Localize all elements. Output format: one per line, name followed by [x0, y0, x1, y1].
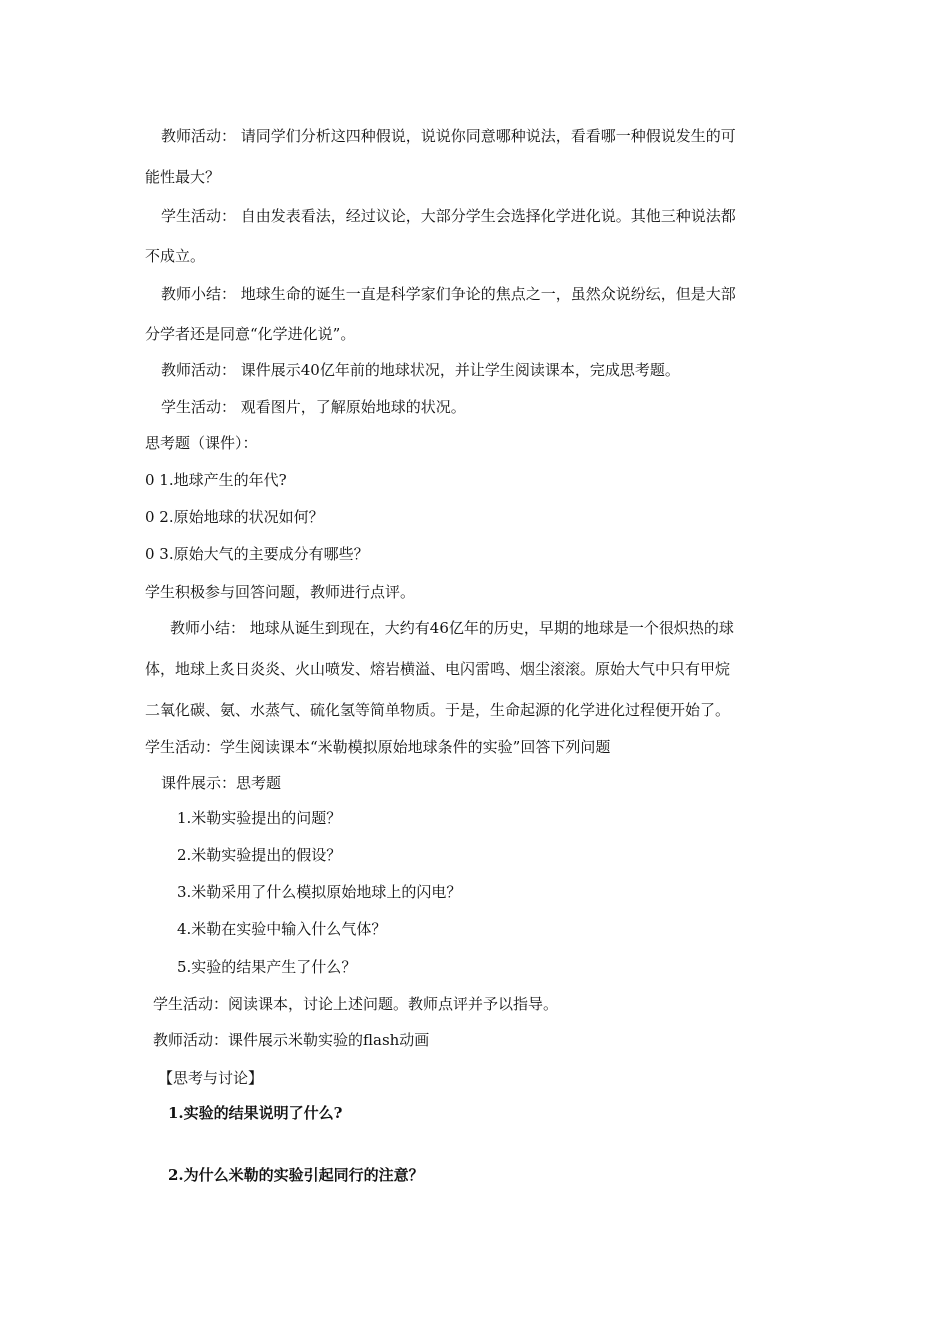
paragraph-courseware-show: 课件展示：思考题	[161, 774, 282, 792]
paragraph-student-participation: 学生积极参与回答问题，教师进行点评。	[145, 583, 416, 601]
miller-question-5: 5.实验的结果产生了什么？	[177, 958, 357, 976]
miller-question-3: 3.米勒采用了什么模拟原始地球上的闪电？	[177, 883, 462, 901]
miller-question-1: 1.米勒实验提出的问题？	[177, 809, 342, 827]
paragraph-student-activity-4: 学生活动：阅读课本，讨论上述问题。教师点评并予以指导。	[153, 995, 559, 1013]
paragraph-question-heading: 思考题（课件）：	[145, 434, 258, 452]
paragraph-teacher-activity-2: 教师活动： 课件展示40亿年前的地球状况，并让学生阅读课本，完成思考题。	[161, 361, 680, 379]
paragraph-teacher-summary-1-cont: 分学者还是同意“化学进化说”。	[145, 325, 356, 343]
discussion-heading: 【思考与讨论】	[158, 1069, 264, 1087]
question-item-3: 0 3.原始大气的主要成分有哪些？	[145, 545, 369, 563]
paragraph-student-activity-3: 学生活动：学生阅读课本“米勒模拟原始地球条件的实验”回答下列问题	[145, 738, 611, 756]
paragraph-student-activity-1: 学生活动： 自由发表看法，经过议论，大部分学生会选择化学进化说。其他三种说法都	[161, 207, 736, 225]
question-item-2: 0 2.原始地球的状况如何？	[145, 508, 324, 526]
paragraph-student-activity-1-cont: 不成立。	[145, 247, 206, 265]
question-item-1: 0 1.地球产生的年代?	[145, 471, 287, 489]
paragraph-teacher-activity-1: 教师活动： 请同学们分析这四种假说，说说你同意哪种说法，看看哪一种假说发生的可	[161, 127, 736, 145]
paragraph-teacher-summary-2-cont-1: 体，地球上炙日炎炎、火山喷发、熔岩横溢、电闪雷鸣、烟尘滚滚。原始大气中只有甲烷	[145, 660, 731, 678]
miller-question-2: 2.米勒实验提出的假设？	[177, 846, 342, 864]
discussion-question-1: 1.实验的结果说明了什么?	[168, 1104, 343, 1122]
miller-question-4: 4.米勒在实验中输入什么气体？	[177, 920, 387, 938]
discussion-question-2: 2.为什么米勒的实验引起同行的注意？	[168, 1166, 424, 1184]
paragraph-teacher-summary-2-cont-2: 二氧化碳、氨、水蒸气、硫化氢等简单物质。于是，生命起源的化学进化过程便开始了。	[145, 701, 731, 719]
paragraph-student-activity-2: 学生活动： 观看图片，了解原始地球的状况。	[161, 398, 466, 416]
paragraph-teacher-summary-2: 教师小结： 地球从诞生到现在，大约有46亿年的历史，早期的地球是一个很炽热的球	[170, 619, 734, 637]
paragraph-teacher-activity-1-cont: 能性最大？	[145, 168, 221, 186]
paragraph-teacher-summary-1: 教师小结： 地球生命的诞生一直是科学家们争论的焦点之一，虽然众说纷纭，但是大部	[161, 285, 736, 303]
paragraph-teacher-activity-3: 教师活动：课件展示米勒实验的flash动画	[153, 1031, 430, 1049]
